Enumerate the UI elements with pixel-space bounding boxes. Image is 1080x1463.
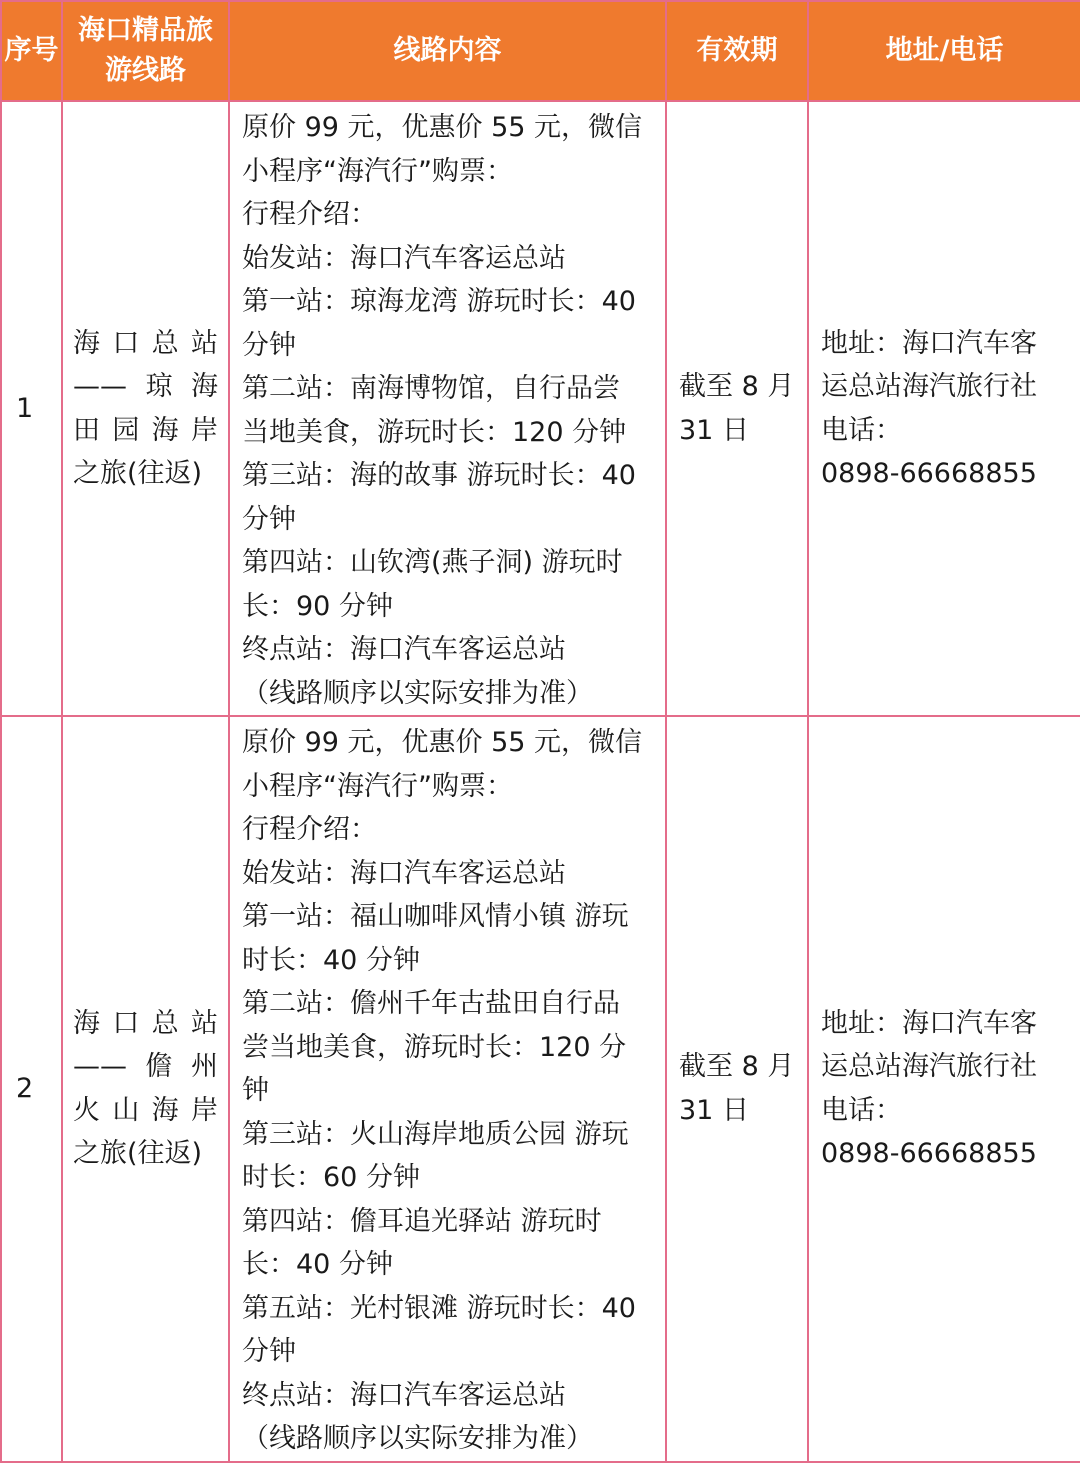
validity-line: 31 日: [679, 1094, 749, 1126]
address-phone: [808, 716, 1080, 1462]
content-line: 时长：40 分钟: [242, 944, 420, 976]
content-line: 终点站：海口汽车客运总站: [242, 1379, 566, 1411]
content-line: 始发站：海口汽车客运总站: [242, 857, 566, 889]
row-index: 2: [1, 716, 62, 1462]
table-row: [1, 716, 1080, 1462]
route-content: [229, 716, 666, 1462]
route-name-line: 之旅(往返): [73, 458, 203, 489]
content-line: 小程序“海汽行”购票：: [242, 770, 513, 802]
validity-line: 截至 8 月: [679, 371, 795, 402]
route-name: [62, 101, 229, 716]
route-name-line: 火山海岸: [73, 1094, 218, 1126]
content-line: 第五站：光村银滩 游玩时长：40: [242, 1292, 636, 1324]
content-line: 第一站：琼海龙湾 游玩时长：40: [242, 286, 636, 317]
route-name-line: ——琼海: [73, 371, 218, 402]
content-line: 行程介绍：: [242, 199, 377, 230]
content-line: 终点站：海口汽车客运总站: [242, 634, 566, 665]
header-address: 地址/电话: [808, 1, 1080, 101]
address-line: 运总站海汽旅行社: [821, 1051, 1037, 1083]
validity-period: [666, 716, 808, 1462]
content-line: 行程介绍：: [242, 814, 377, 845]
header-content: 线路内容: [229, 1, 666, 101]
content-line: 尝当地美食，游玩时长：120 分: [242, 1031, 627, 1063]
content-line: 小程序“海汽行”购票：: [242, 155, 513, 187]
content-line: 长：40 分钟: [242, 1249, 393, 1280]
content-line: 第一站：福山咖啡风情小镇 游玩: [242, 901, 629, 932]
route-name-line: 田园海岸: [73, 414, 218, 446]
validity-line: 截至 8 月: [679, 1051, 795, 1083]
phone-number: 0898-66668855: [821, 1138, 1037, 1170]
address-line: 电话：: [821, 1094, 902, 1126]
row-index: 1: [1, 101, 62, 716]
address-line: 地址：海口汽车客: [821, 1007, 1037, 1039]
phone-number: 0898-66668855: [821, 458, 1037, 489]
validity-period: [666, 101, 808, 716]
content-line: 长：90 分钟: [242, 590, 393, 622]
content-line: 第四站：儋耳追光驿站 游玩时: [242, 1205, 602, 1237]
header-validity: 有效期: [666, 1, 808, 101]
content-line: 第二站：南海博物馆，自行品尝: [242, 373, 620, 404]
header-route: 海口精品旅游线路: [62, 1, 229, 101]
header-row: [1, 1, 1080, 101]
content-line: （线路顺序以实际安排为准）: [242, 677, 593, 709]
content-line: 第二站：儋州千年古盐田自行品: [242, 988, 620, 1019]
content-line: 时长：60 分钟: [242, 1162, 420, 1193]
route-name-line: 海口总站: [73, 1007, 218, 1039]
content-line: 分钟: [242, 503, 296, 535]
route-content: [229, 101, 666, 716]
address-line: 电话：: [821, 414, 902, 446]
address-line: 地址：海口汽车客: [821, 327, 1037, 359]
content-line: 第四站：山钦湾(燕子洞) 游玩时: [242, 547, 623, 578]
address-line: 运总站海汽旅行社: [821, 371, 1037, 402]
content-line: 原价 99 元，优惠价 55 元，微信: [242, 112, 643, 143]
content-line: 原价 99 元，优惠价 55 元，微信: [242, 727, 643, 758]
content-line: 始发站：海口汽车客运总站: [242, 242, 566, 274]
validity-line: 31 日: [679, 414, 749, 446]
address-phone: [808, 101, 1080, 716]
route-name-line: 海口总站: [73, 327, 218, 359]
route-name-line: ——儋州: [73, 1051, 218, 1083]
route-name: [62, 716, 229, 1462]
content-line: 第三站：海的故事 游玩时长：40: [242, 460, 636, 491]
content-line: （线路顺序以实际安排为准）: [242, 1423, 593, 1454]
content-line: 第三站：火山海岸地质公园 游玩: [242, 1118, 629, 1150]
table-row: [1, 101, 1080, 716]
content-line: 钟: [242, 1075, 269, 1106]
content-line: 分钟: [242, 329, 296, 361]
route-name-line: 之旅(往返): [73, 1138, 203, 1170]
content-line: 分钟: [242, 1336, 296, 1367]
header-index: 序号: [1, 1, 62, 101]
content-line: 当地美食，游玩时长：120 分钟: [242, 416, 627, 448]
